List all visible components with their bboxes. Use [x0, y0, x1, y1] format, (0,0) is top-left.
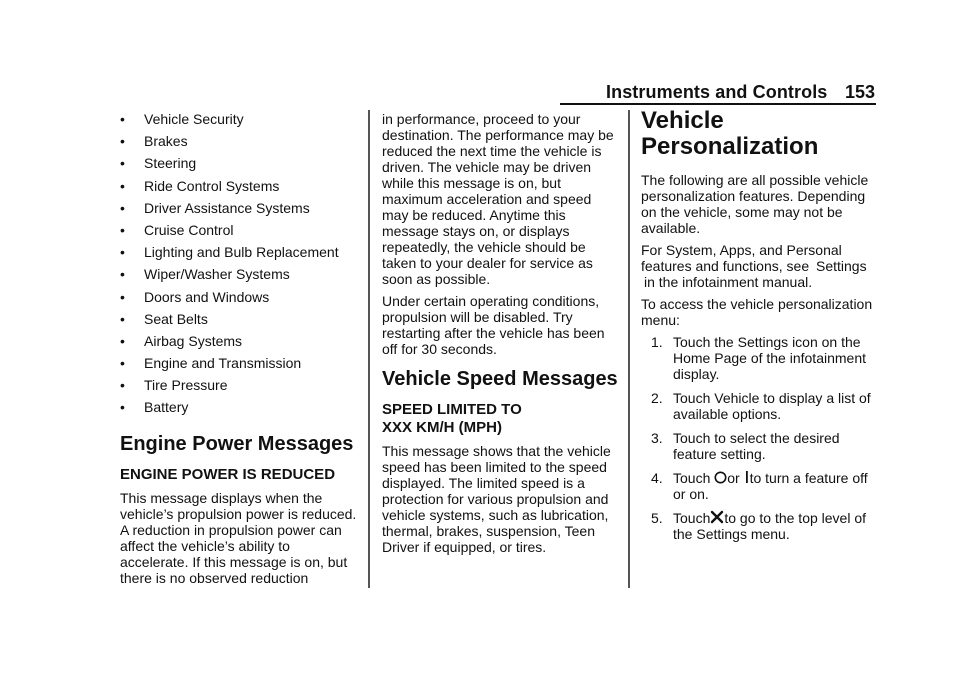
list-item: • Vehicle Security	[120, 111, 244, 127]
list-item: • Wiper/Washer Systems	[120, 266, 290, 283]
bullet-icon: •	[120, 221, 125, 238]
speed-messages-heading: Vehicle Speed Messages	[382, 368, 618, 390]
list-item: • Cruise Control	[120, 221, 234, 238]
step-number: 5.	[651, 510, 663, 526]
system-list	[120, 111, 360, 422]
step-item: 3. Touch to select the desired feature setting.	[651, 430, 840, 462]
list-item: • Steering	[120, 155, 197, 172]
heading-line: Personalization	[641, 133, 819, 160]
step-number: 1.	[651, 334, 663, 350]
bullet-icon: •	[120, 310, 125, 327]
bullet-icon: •	[120, 244, 125, 261]
list-item: • Brakes	[120, 133, 188, 150]
speed-limited-paragraph: This message shows that the vehicle speed has been limited to the speed displayed. The limited speed is a protection for various propulsion and vehicle systems, such as lubrication, thermal, brakes, suspension, Teen Driver if equipped, or tires.	[382, 443, 611, 555]
performance-paragraph: in performance, proceed to your destination. The performance may be reduced the next time the vehicle is driven. The vehicle may be driven while this message is on, but maximum acceleration and speed may be reduced. Anytime this message stays on, or displays repeatedly, the vehicle should be taken to your dealer for service as soon as possible.	[382, 111, 614, 287]
propulsion-disabled-paragraph: Under certain operating conditions, propulsion will be disabled. Try restarting after the vehicle has been off for 30 seconds.	[382, 293, 605, 357]
settings-reference: Settings	[816, 258, 867, 274]
bullet-icon: •	[120, 155, 125, 172]
header-rule	[560, 103, 876, 105]
bullet-icon: •	[120, 399, 125, 416]
list-item: • Doors and Windows	[120, 288, 270, 305]
personalization-heading	[641, 108, 881, 160]
list-item: • Airbag Systems	[120, 332, 243, 349]
step-number: 3.	[651, 430, 663, 446]
step-number: 4.	[651, 470, 663, 486]
list-item: • Ride Control Systems	[120, 177, 280, 194]
bullet-icon: •	[120, 133, 125, 150]
bullet-icon: •	[120, 177, 125, 194]
bullet-icon: •	[120, 199, 125, 216]
column-1	[120, 111, 360, 592]
engine-power-heading: Engine Power Messages	[120, 432, 354, 455]
steps-list	[641, 334, 881, 542]
features-paragraph: The following are all possible vehicle personalization features. Depending on the vehicle, some may not be available.	[641, 172, 869, 236]
step-item: 1. Touch the Settings icon on the Home Page of the infotainment display.	[651, 334, 867, 382]
list-item: • Driver Assistance Systems	[120, 199, 310, 216]
list-item: • Engine and Transmission	[120, 355, 302, 372]
bullet-icon: •	[120, 332, 125, 349]
section-title: Instruments and Controls	[606, 82, 828, 102]
bullet-icon: •	[120, 288, 125, 305]
engine-power-paragraph: This message displays when the vehicle’s propulsion power is reduced. A reduction in propulsion power can affect the vehicle’s ability to accelerate. If this message is on, but there is no observed reduction	[120, 489, 357, 586]
page-number: 153	[844, 82, 875, 102]
step-item: 4. Touch or to turn a feature off or on.	[651, 470, 868, 502]
subheading-line: SPEED LIMITED TO	[382, 401, 522, 418]
circle-icon	[714, 470, 727, 486]
step-item: 5. Touch to go to the top level of the Settings menu.	[651, 510, 867, 542]
access-menu-paragraph: To access the vehicle personalization menu:	[641, 296, 873, 328]
list-item: • Battery	[120, 399, 189, 416]
column-divider	[368, 110, 370, 588]
bullet-icon: •	[120, 111, 125, 127]
step-item: 2. Touch Vehicle to display a list of available options.	[651, 390, 871, 422]
heading-line: Vehicle	[641, 107, 724, 134]
subheading-line: XXX KM/H (MPH)	[382, 419, 502, 436]
step-number: 2.	[651, 390, 663, 406]
list-item: • Lighting and Bulb Replacement	[120, 244, 339, 261]
bullet-icon: •	[120, 266, 125, 283]
speed-limited-subheading	[382, 401, 620, 437]
bullet-icon: •	[120, 355, 125, 372]
bullet-icon: •	[120, 377, 125, 394]
x-icon	[710, 510, 724, 526]
list-item: • Tire Pressure	[120, 377, 228, 394]
engine-power-subheading: ENGINE POWER IS REDUCED	[120, 465, 336, 483]
see-settings-paragraph: For System, Apps, and Personal features and functions, see Settings in the infotainment manual.	[641, 242, 867, 290]
column-divider	[628, 110, 630, 588]
column-3	[641, 107, 881, 550]
list-item: • Seat Belts	[120, 310, 208, 327]
column-2	[382, 111, 620, 561]
